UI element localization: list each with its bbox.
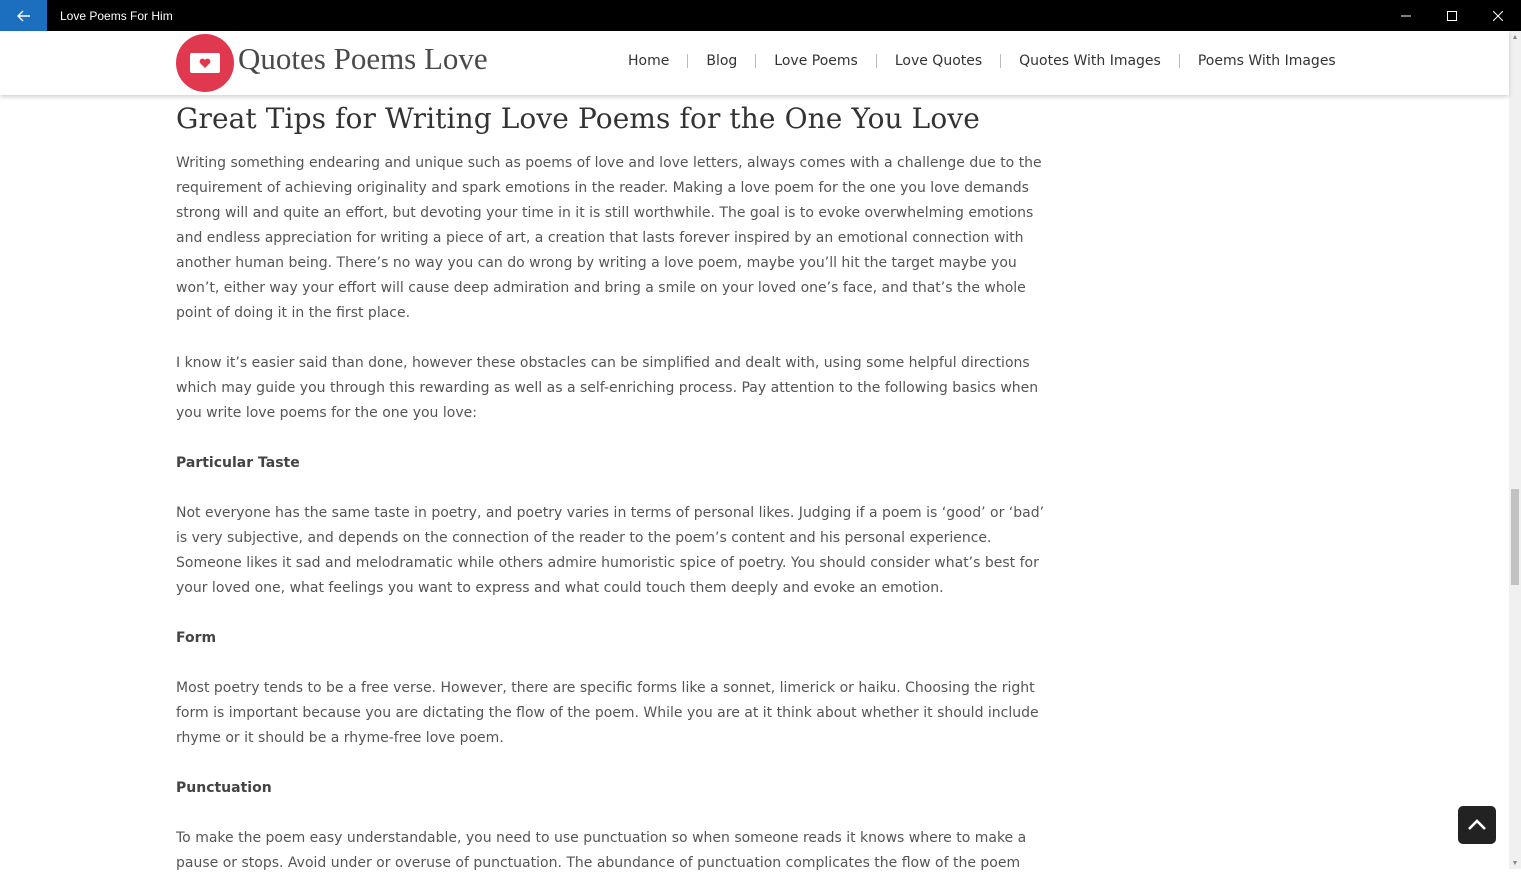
article-paragraph: To make the poem easy understandable, you need to use punctuation so when someone reads it knows where to make a pause or stops. Avoid under or overuse of punctuation. The abundance of punctuation complicates the flow of the poem xyxy=(176,830,1027,871)
section-heading: Form xyxy=(176,630,217,646)
nav-love-quotes[interactable]: Love Quotes xyxy=(894,53,983,69)
nav-love-poems[interactable]: Love Poems xyxy=(774,53,858,69)
nav-poems-with-images[interactable]: Poems With Images xyxy=(1197,53,1336,69)
scroll-down-arrow-icon[interactable]: ▼ xyxy=(1511,859,1519,867)
vertical-scrollbar[interactable] xyxy=(1509,31,1521,869)
minimize-button[interactable] xyxy=(1383,0,1429,31)
scrollbar-thumb[interactable] xyxy=(1511,489,1519,585)
site-logo[interactable] xyxy=(176,34,234,92)
back-to-top-button[interactable] xyxy=(1458,806,1496,844)
chevron-up-icon xyxy=(1467,819,1487,831)
arrow-left-icon xyxy=(17,10,31,22)
nav-blog[interactable]: Blog xyxy=(706,53,738,69)
section-heading: Particular Taste xyxy=(176,455,300,471)
minimize-icon xyxy=(1401,11,1411,21)
main-nav xyxy=(610,53,1354,69)
article-paragraph: Writing something endearing and unique such as poems of love and love letters, always comes with a challenge due to the requirement of achieving originality and spark emotions in the reader. Making a love poem for the one you love demands strong will and quite an effort, but devoting your time in it is still worthwhile. The goal is to evoke overwhelming emotions and endless appreciation for writing a piece of art, a creation that lasts forever inspired by an emotional connection with another human being. There’s no way you can do wrong by writing a love poem, maybe you’ll hit the target maybe you won’t, either way your effort will cause deep admiration and bring a smile on your loved one’s face, and that’s the whole point of doing it in the first place. xyxy=(176,155,1042,321)
close-button[interactable] xyxy=(1475,0,1521,31)
section-heading: Punctuation xyxy=(176,780,272,796)
nav-home[interactable]: Home xyxy=(628,53,670,69)
close-icon xyxy=(1493,11,1503,21)
maximize-button[interactable] xyxy=(1429,0,1475,31)
scroll-up-arrow-icon[interactable]: ▲ xyxy=(1511,33,1519,41)
back-button[interactable] xyxy=(0,0,47,31)
site-logo-text[interactable]: Quotes Poems Love xyxy=(238,41,488,76)
maximize-icon xyxy=(1447,11,1457,21)
nav-quotes-with-images[interactable]: Quotes With Images xyxy=(1019,53,1161,69)
window-title: Love Poems For Him xyxy=(60,8,173,23)
article-title: Great Tips for Writing Love Poems for the One You Love xyxy=(176,102,980,135)
article-paragraph: I know it’s easier said than done, however these obstacles can be simplified and dealt with, using some helpful directions which may guide you through this rewarding as well as a self-enriching process. Pay attention to the following basics when you write love poems for the one you love: xyxy=(176,355,1039,421)
article xyxy=(176,95,1051,876)
window-controls xyxy=(1383,0,1521,31)
heart-envelope-icon xyxy=(190,53,220,73)
article-paragraph: Not everyone has the same taste in poetry, and poetry varies in terms of personal likes. Judging if a poem is ‘good’ or ‘bad’ is very subjective, and depends on the connection of the reader to the poem’s content and his personal experience. Someone likes it sad and melodramatic while others admire humoristic spice of poetry. You should consider what’s best for your loved one, what feelings you want to express and what could touch them deeply and evoke an emotion. xyxy=(176,505,1045,596)
article-paragraph: Most poetry tends to be a free verse. However, there are specific forms like a sonnet, limerick or haiku. Choosing the right form is important because you are dictating the flow of the poem. While you are at it think about whether it should include rhyme or it should be a rhyme-free love poem. xyxy=(176,680,1039,746)
site-header xyxy=(0,31,1509,95)
title-bar xyxy=(0,0,1521,31)
